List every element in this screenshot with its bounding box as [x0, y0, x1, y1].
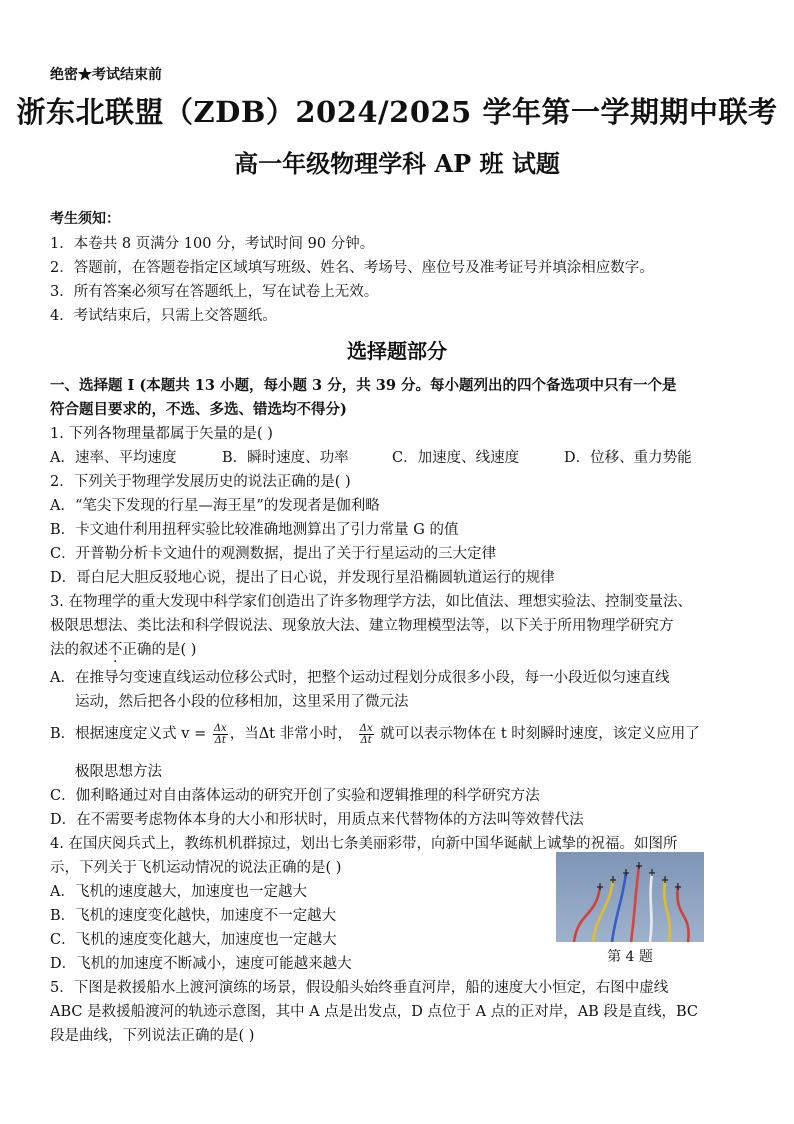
fraction-dx-dt	[359, 723, 374, 746]
figure-caption: 第 4 题	[607, 949, 653, 965]
notice-item: 1．本卷共 8 页满分 100 分，考试时间 90 分钟。	[50, 236, 375, 252]
notice-heading: 考生须知：	[50, 211, 120, 227]
stem-text: 法的叙述	[50, 642, 108, 658]
question-4-stem: 4. 在国庆阅兵式上，教练机机群掠过，划出七条美丽彩带，向新中国华诞献上诚挚的祝福。如图所	[50, 836, 678, 852]
fraction-numerator: Δx	[359, 722, 373, 734]
fraction-denominator: Δt	[360, 734, 372, 746]
q3-option-a-cont: 运动，然后把各小段的位移相加，这里采用了微元法	[75, 694, 409, 710]
q1-option-b: B．瞬时速度、功率	[222, 450, 349, 466]
q1-option-c: C．加速度、线速度	[392, 450, 520, 466]
q1-option-d: D．位移、重力势能	[564, 450, 692, 466]
q2-option-a: A．“笔尖下发现的行星—海王星”的发现者是伽利略	[50, 498, 380, 514]
notice-item: 2．答题前，在答题卷指定区域填写班级、姓名、考场号、座位号及准考证号并填涂相应数字。	[50, 260, 654, 276]
airshow-photo	[556, 852, 704, 942]
q3-option-b	[50, 722, 700, 746]
q3-option-d: D．在不需要考虑物体本身的大小和形状时，用质点来代替物体的方法叫等效替代法	[50, 812, 584, 828]
fraction-denominator: Δt	[214, 734, 226, 746]
fraction-dx-dt	[213, 723, 228, 746]
q1-option-a: A．速率、平均速度	[50, 450, 177, 466]
section-title: 选择题部分	[347, 339, 447, 363]
q4-option-b: B．飞机的速度变化越快，加速度不一定越大	[50, 908, 337, 924]
notice-item: 4．考试结束后，只需上交答题纸。	[50, 308, 277, 324]
stem-text: 正确的是( )	[122, 642, 197, 658]
q3-option-a: A．在推导匀变速直线运动位移公式时，把整个运动过程划分成很多小段，每一小段近似匀速直线	[50, 670, 670, 686]
exam-subtitle: 高一年级物理学科 AP 班 试题	[234, 149, 560, 178]
option-text: ，当Δt 非常小时，	[229, 726, 353, 742]
q2-option-d: D．哥白尼大胆反驳地心说，提出了日心说，并发现行星沿椭圆轨道运行的规律	[50, 570, 555, 586]
fraction-numerator: Δx	[213, 722, 227, 734]
confidential-label: 绝密★考试结束前	[50, 67, 162, 83]
question-5-stem-cont: ABC 是救援船渡河的轨迹示意图，其中 A 点是出发点，D 点位于 A 点的正对岸，AB 段是直线，BC	[50, 1004, 698, 1020]
question-3-stem-cont: 极限思想法、类比法和科学假说法、现象放大法、建立物理模型法等，以下关于所用物理学研究方	[50, 618, 674, 634]
question-2-stem: 2．下列关于物理学发展历史的说法正确的是( )	[50, 474, 351, 490]
question-3-stem-end	[50, 638, 196, 659]
q3-option-c: C．伽利略通过对自由落体运动的研究开创了实验和逻辑推理的科学研究方法	[50, 788, 540, 804]
q2-option-b: B．卡文迪什利用扭秤实验比较准确地测算出了引力常量 G 的值	[50, 522, 459, 538]
option-text: B．根据速度定义式 v =	[50, 726, 207, 742]
smoke-trail	[650, 873, 652, 942]
q2-option-c: C．开普勒分析卡文迪什的观测数据，提出了关于行星运动的三大定律	[50, 546, 497, 562]
option-text: 就可以表示物体在 t 时刻瞬时速度，该定义应用了	[380, 726, 700, 742]
question-3-stem: 3. 在物理学的重大发现中科学家们创造出了许多物理学方法，如比值法、理想实验法、控制变量法、	[50, 594, 692, 610]
part-instructions-cont: 符合题目要求的，不选、多选、错选均不得分)	[50, 401, 347, 418]
question-4-stem-cont: 示，下列关于飞机运动情况的说法正确的是( )	[50, 860, 342, 876]
q3-option-b-cont: 极限思想方法	[75, 764, 162, 780]
part-instructions: 一、选择题 I (本题共 13 小题，每小题 3 分，共 39 分。每小题列出的四个备选项中只有一个是	[50, 377, 677, 394]
notice-item: 3．所有答案必须写在答题纸上，写在试卷上无效。	[50, 284, 379, 300]
exam-title: 浙东北联盟（ZDB）2024/2025 学年第一学期期中联考	[16, 95, 778, 129]
question-5-stem: 5．下图是救援船水上渡河演练的场景，假设船头始终垂直河岸，船的速度大小恒定，右图中虚线	[50, 980, 669, 996]
q4-option-c: C．飞机的速度变化越大，加速度也一定越大	[50, 932, 337, 948]
emphasis-not: 不	[108, 642, 123, 658]
q4-option-a: A．飞机的速度越大，加速度也一定越大	[50, 884, 307, 900]
question-1-stem: 1. 下列各物理量都属于矢量的是( )	[50, 426, 273, 442]
question-5-stem-end: 段是曲线，下列说法正确的是( )	[50, 1028, 255, 1044]
q4-option-d: D．飞机的加速度不断减小，速度可能越来越大	[50, 956, 352, 972]
